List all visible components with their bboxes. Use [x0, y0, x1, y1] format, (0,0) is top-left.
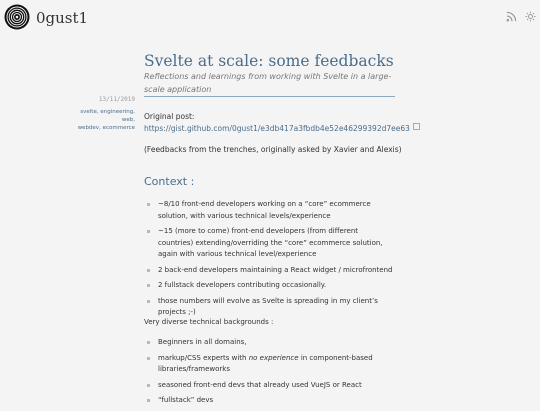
tag-link[interactable]: ecommerce — [102, 125, 135, 131]
bullet-icon — [147, 203, 150, 206]
spiral-logo-icon[interactable] — [4, 4, 30, 30]
post-title: Svelte at scale: some feedbacks — [144, 52, 394, 70]
post-tags: svelte, engineering, web, webdev, ecommerce — [77, 109, 135, 131]
post-subtitle: Reflections and learnings from working with Svelte in a large-scale application — [144, 72, 392, 94]
list-item: seasoned front-end devs that already used VueJS or React — [144, 380, 394, 392]
post-date: 13/11/2019 — [98, 96, 135, 103]
bullet-icon — [147, 269, 150, 272]
bullet-icon — [147, 300, 150, 303]
bullet-icon — [147, 357, 150, 360]
title-divider — [144, 96, 395, 97]
bullet-icon — [147, 384, 150, 387]
list-item: “fullstack” devs — [144, 395, 394, 407]
original-post-link[interactable] — [144, 123, 420, 135]
backgrounds-paragraph: Very diverse technical backgrounds : — [144, 318, 274, 326]
list-item: those numbers will evolve as Svelte is spreading in my client’s projects ;-) — [144, 296, 394, 319]
tag-link[interactable]: engineering — [100, 109, 134, 115]
tag-link[interactable]: svelte — [80, 109, 97, 115]
list-item: 2 fullstack developers contributing occasionally. — [144, 280, 394, 292]
tag-link[interactable]: webdev — [77, 125, 100, 131]
backgrounds-list — [144, 337, 394, 411]
external-link-icon — [413, 123, 420, 130]
original-post-label: Original post: — [144, 112, 195, 121]
bullet-icon — [147, 230, 150, 233]
context-list — [144, 199, 394, 323]
list-item: Beginners in all domains, — [144, 337, 394, 349]
sun-icon[interactable] — [525, 11, 536, 22]
bullet-icon — [147, 284, 150, 287]
list-item: ~8/10 front-end developers working on a “core” ecommerce solution, with various technical levels/experience — [144, 199, 394, 222]
list-item: markup/CSS experts with no experience in component-based libraries/frameworks — [144, 353, 394, 376]
site-title[interactable]: 0gust1 — [36, 9, 89, 27]
bullet-icon — [147, 341, 150, 344]
list-item: ~15 (more to come) front-end developers (from different countries) extending/overriding the “core” ecommerce solution, again with various technical level/experience — [144, 226, 394, 261]
rss-icon[interactable] — [506, 11, 517, 22]
list-item: 2 back-end developers maintaining a React widget / microfrontend — [144, 265, 394, 277]
context-heading: Context : — [144, 175, 195, 188]
intro-paragraph: (Feedbacks from the trenches, originally asked by Xavier and Alexis) — [144, 145, 402, 154]
bullet-icon — [147, 399, 150, 402]
original-post-url[interactable]: https://gist.github.com/0gust1/e3db417a3fbdb4e52e46299392d7ee63 — [144, 124, 410, 133]
tag-link[interactable]: web — [121, 117, 134, 123]
